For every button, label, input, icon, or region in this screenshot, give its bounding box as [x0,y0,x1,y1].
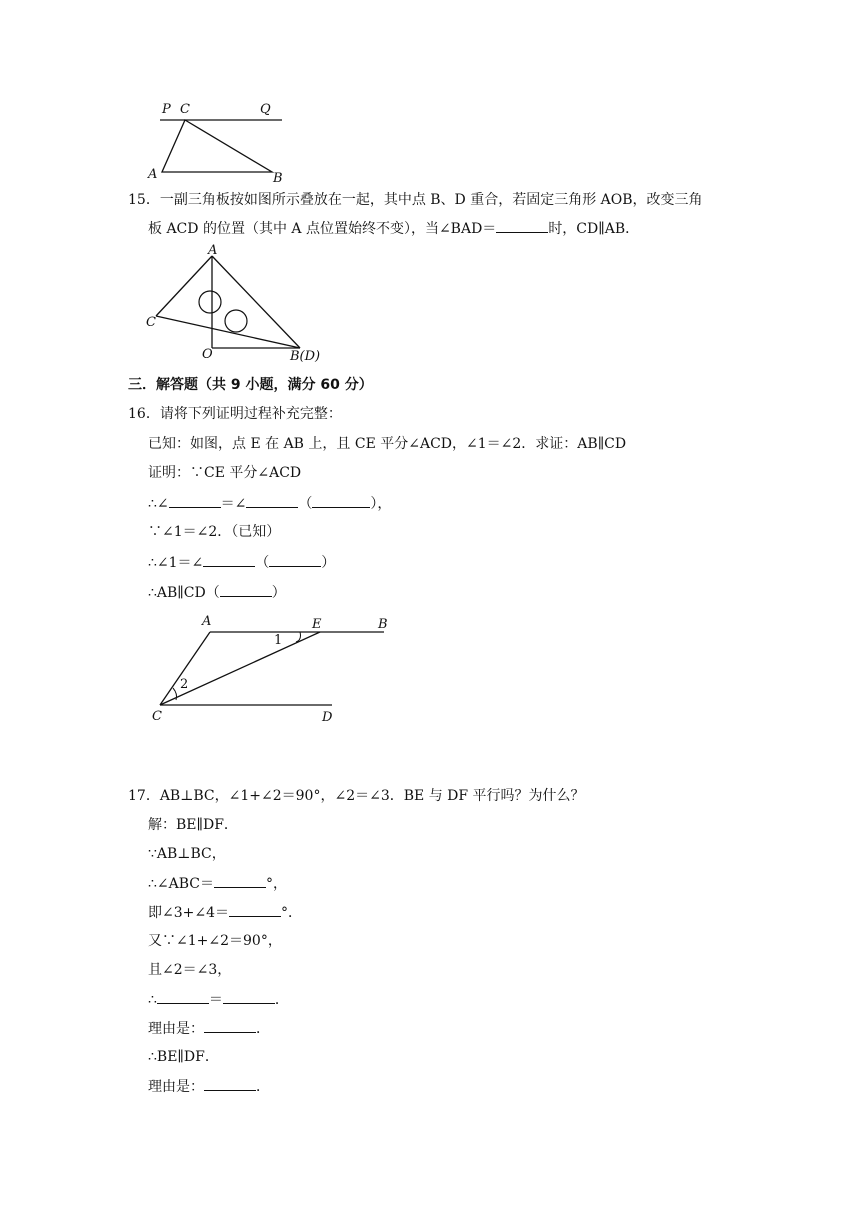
label-P: P [162,102,171,117]
q17-step9: 理由是： ． [148,1076,270,1097]
q16-step3: ∴∠1＝∠ （ ） [148,552,335,573]
answer-blank[interactable] [204,1076,256,1091]
q17-step6: ∴ ＝ ． [148,989,289,1010]
label-B: B [273,171,283,186]
q17-step1: ∵AB⊥BC， [148,846,226,862]
q17-step5: 且∠2＝∠3， [148,962,232,978]
q16-step2: ∵∠1＝∠2．（已知） [148,524,281,540]
answer-blank[interactable] [269,552,321,567]
q17-solution: 解：BE∥DF． [148,817,238,833]
section-heading: 三．解答题（共 9 小题，满分 60 分） [128,377,373,393]
answer-blank[interactable] [246,493,298,508]
q17-step7: 理由是： ． [148,1018,270,1039]
q17-step3: 即∠3+∠4＝ °． [148,902,302,923]
q16-proof-start: 证明：∵CE 平分∠ACD [148,465,302,481]
figure-q14 [140,98,300,186]
answer-blank[interactable] [204,1018,256,1033]
q17-step8: ∴BE∥DF． [148,1049,219,1065]
q17-step2: ∴∠ABC＝ °， [148,873,287,894]
label-C: C [152,709,162,724]
q17-title: 17．AB⊥BC，∠1+∠2＝90°，∠2＝∠3．BE 与 DF 平行吗？为什么？ [128,788,585,804]
label-C: C [180,102,190,117]
answer-blank[interactable] [220,582,272,597]
q15-line1: 15．一副三角板按如图所示叠放在一起，其中点 B、D 重合，若固定三角形 AOB，改变三角 [128,192,703,208]
q16-given: 已知：如图，点 E 在 AB 上，且 CE 平分∠ACD，∠1＝∠2．求证：AB∥CD [148,436,627,452]
angle-1-label: 1 [274,633,283,648]
label-D: D [322,710,333,725]
q15-line2: 板 ACD 的位置（其中 A 点位置始终不变），当∠BAD＝ 时，CD∥AB． [148,218,639,239]
q16-step1: ∴∠ ＝∠ （ ）， [148,493,391,514]
answer-blank[interactable] [169,493,221,508]
label-B: B [378,617,388,632]
figure-q16 [140,610,400,726]
angle-2-label: 2 [180,677,189,692]
answer-blank[interactable] [223,989,275,1004]
answer-blank[interactable] [214,873,266,888]
q16-step4: ∴AB∥CD（ ） [148,582,286,603]
q17-step4: 又∵∠1+∠2＝90°， [148,933,282,949]
figure-q15 [140,244,340,366]
answer-blank[interactable] [203,552,255,567]
answer-blank[interactable] [157,989,209,1004]
label-A: A [148,167,158,182]
q16-title: 16．请将下列证明过程补充完整： [128,406,342,422]
answer-blank[interactable] [496,218,548,233]
label-A: A [208,244,218,258]
label-A: A [202,614,212,629]
label-C: C [146,315,156,330]
label-O: O [202,347,213,362]
label-BD: B(D) [290,349,321,364]
label-Q: Q [260,102,271,117]
label-E: E [312,617,322,632]
answer-blank[interactable] [312,493,370,508]
answer-blank[interactable] [229,902,281,917]
